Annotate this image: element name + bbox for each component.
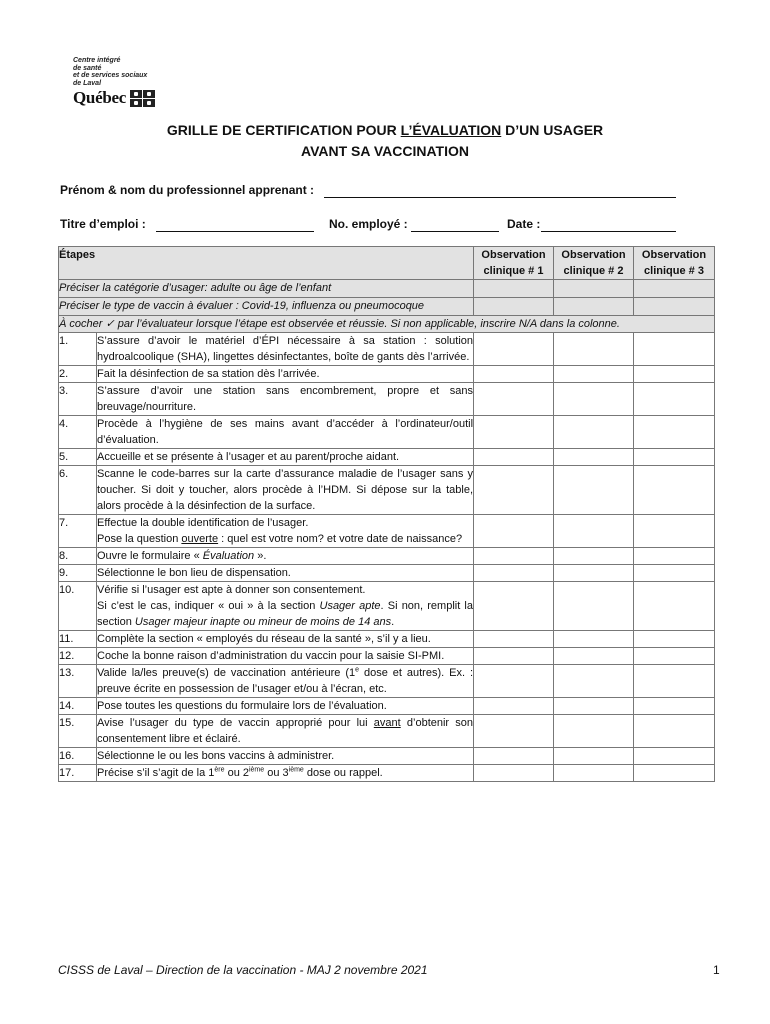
step-number: 5. [59,449,97,466]
check-cell[interactable] [474,648,554,665]
check-cell[interactable] [634,548,715,565]
step-number: 11. [59,631,97,648]
date-field[interactable] [541,231,676,232]
check-cell[interactable] [474,765,554,782]
professional-name-label: Prénom & nom du professionnel apprenant : [60,183,315,197]
step-number: 9. [59,565,97,582]
step-text-part: ou 3 [264,767,289,779]
check-cell[interactable] [474,466,554,515]
note-vaccine-type: Préciser le type de vaccin à évaluer : Covid-19, influenza ou pneumocoque [59,298,474,316]
step-text: Sélectionne le bon lieu de dispensation. [97,565,474,582]
step-text-part: Ouvre le formulaire « [97,550,203,562]
step-number: 12. [59,648,97,665]
step-text-part: Précise s’il s’agit de la 1 [97,767,215,779]
check-cell[interactable] [474,383,554,416]
step-text-sup: ième [248,766,265,774]
check-cell[interactable] [634,449,715,466]
check-cell[interactable] [634,466,715,515]
category-cell-1[interactable] [474,280,554,298]
step-text-line: Vérifie si l’usager est apte à donner son consentement. [97,584,366,596]
step-text-italic: Usager apte [319,600,381,612]
step-text-part: . [391,616,395,628]
job-title-label: Titre d’emploi : [60,217,146,231]
check-cell[interactable] [634,333,715,366]
check-cell[interactable] [634,665,715,698]
check-cell[interactable] [474,715,554,748]
check-cell[interactable] [554,765,634,782]
logo-line: et de services sociaux [73,72,148,79]
check-cell[interactable] [554,715,634,748]
step-text: Scanne le code-barres sur la carte d’assurance maladie de l’usager sans y toucher. Si doit y toucher, alors procède à l’HDM. Si dépose sur la table, alors procède à la désinfection de la surface. [97,466,474,515]
step-text: Procède à l’hygiène de ses mains avant d’accéder à l’ordinateur/outil d’évaluation. [97,416,474,449]
check-cell[interactable] [554,582,634,631]
quebec-flag-icon [130,90,155,107]
step-text: Complète la section « employés du réseau de la santé », s’il y a lieu. [97,631,474,648]
step-text: Coche la bonne raison d’administration du vaccin pour la saisie SI-PMI. [97,648,474,665]
title-underlined: L’ÉVALUATION [400,122,502,138]
check-cell[interactable] [554,515,634,548]
title-line2: AVANT SA VACCINATION [301,143,469,159]
check-cell[interactable] [554,548,634,565]
step-number: 14. [59,698,97,715]
employee-number-label: No. employé : [329,217,408,231]
logo-quebec-wordmark: Québec [73,88,126,107]
vaccine-cell-2[interactable] [554,298,634,316]
job-title-field[interactable] [156,231,314,232]
table-row [59,698,715,715]
check-cell[interactable] [554,333,634,366]
header-observation-2: Observation clinique # 2 [554,247,634,280]
table-row [59,715,715,748]
step-text-part: : quel est votre nom? et votre date de naissance? [218,533,463,545]
step-text [97,715,474,748]
check-cell[interactable] [554,748,634,765]
check-cell[interactable] [634,631,715,648]
check-cell[interactable] [634,765,715,782]
step-text-part: d’obtenir son consentement libre et éclairé. [97,717,474,745]
step-number: 6. [59,466,97,515]
check-cell[interactable] [474,333,554,366]
check-cell[interactable] [634,698,715,715]
check-cell[interactable] [554,665,634,698]
step-text: Accueille et se présente à l’usager et au parent/proche aidant. [97,449,474,466]
step-text: Sélectionne le ou les bons vaccins à administrer. [97,748,474,765]
step-number: 4. [59,416,97,449]
check-cell[interactable] [634,383,715,416]
step-text [97,548,474,565]
title-part: D’UN USAGER [501,122,604,138]
step-number: 3. [59,383,97,416]
table-row [59,665,715,698]
header-observation-3: Observation clinique # 3 [634,247,715,280]
document-title [0,120,770,162]
check-cell[interactable] [554,449,634,466]
table-row [59,515,715,548]
step-text [97,765,474,782]
step-text [97,515,474,548]
check-cell[interactable] [634,715,715,748]
step-text [97,582,474,631]
check-cell[interactable] [474,565,554,582]
step-text: S’assure d’avoir le matériel d’ÉPI nécessaire à sa station : solution hydroalcoolique (SHA), lingettes désinfectantes, boîte de gants dès l’arrivée. [97,333,474,366]
date-label: Date : [507,217,541,231]
table-row [59,648,715,665]
check-cell[interactable] [474,748,554,765]
logo-org-name [73,57,213,87]
page-number: 1 [713,963,720,977]
category-row [59,280,715,298]
title-part: GRILLE DE CERTIFICATION POUR [166,122,401,138]
logo-line: Centre intégré [73,57,121,64]
check-cell[interactable] [474,631,554,648]
step-number: 17. [59,765,97,782]
vaccine-cell-1[interactable] [474,298,554,316]
step-text-part: Si c’est le cas, indiquer « oui » à la section [97,600,320,612]
check-cell[interactable] [554,366,634,383]
step-text: Pose toutes les questions du formulaire lors de l’évaluation. [97,698,474,715]
table-row [59,383,715,416]
certification-grid [58,246,715,782]
check-cell[interactable] [474,449,554,466]
step-text-sup: ième [288,766,304,774]
step-text-part: ou 2 [224,767,249,779]
check-cell[interactable] [554,466,634,515]
header-observation-1: Observation clinique # 1 [474,247,554,280]
check-cell[interactable] [554,698,634,715]
logo-line: de santé [73,64,102,72]
step-text-part: ». [254,550,267,562]
footer-text: CISSS de Laval – Direction de la vaccination - MAJ 2 novembre 2021 [58,963,428,977]
check-cell[interactable] [474,548,554,565]
category-cell-2[interactable] [554,280,634,298]
instruction-text: À cocher ✓ par l’évaluateur lorsque l’étape est observée et réussie. Si non applicable, inscrire N/A dans la colonne. [59,316,715,333]
step-text-part: dose et autres). Ex. : preuve écrite en possession de l’usager et/ou à l’écran, etc. [97,667,473,695]
step-number: 15. [59,715,97,748]
table-row [59,449,715,466]
check-cell[interactable] [474,366,554,383]
table-row [59,366,715,383]
check-cell[interactable] [634,565,715,582]
step-number: 16. [59,748,97,765]
step-text [97,665,474,698]
step-number: 2. [59,366,97,383]
note-category: Préciser la catégorie d’usager: adulte ou âge de l’enfant [59,280,474,298]
step-text-part: Avise l’usager du type de vaccin approprié pour lui [97,717,374,729]
check-cell[interactable] [474,582,554,631]
step-text: S’assure d’avoir une station sans encombrement, propre et sans breuvage/nourriture. [97,383,474,416]
check-cell[interactable] [554,416,634,449]
check-cell[interactable] [634,748,715,765]
check-cell[interactable] [554,383,634,416]
employee-number-field[interactable] [411,231,499,232]
step-text-underlined: ouverte [181,533,219,545]
check-cell[interactable] [554,648,634,665]
cisss-logo [73,57,213,107]
step-text-underlined: avant [373,717,401,729]
step-text-part: Pose la question [97,533,182,545]
table-row [59,765,715,782]
step-text-sup: e [355,666,360,674]
step-number: 8. [59,548,97,565]
professional-name-field[interactable] [324,197,676,198]
check-cell[interactable] [474,698,554,715]
check-cell[interactable] [634,416,715,449]
step-number: 1. [59,333,97,366]
table-row [59,748,715,765]
logo-line: de Laval [73,79,102,87]
check-cell[interactable] [554,565,634,582]
step-text-sup: ère [214,766,225,774]
check-cell[interactable] [554,631,634,648]
vaccine-cell-3[interactable] [634,298,715,316]
step-text-line: Effectue la double identification de l’usager. [97,517,309,529]
check-cell[interactable] [474,665,554,698]
table-row [59,466,715,515]
step-text-italic: Usager majeur inapte ou mineur de moins de 14 ans [134,616,392,628]
check-cell[interactable] [634,366,715,383]
vaccine-type-row [59,298,715,316]
table-row [59,548,715,565]
step-text-part: Valide la/les preuve(s) de vaccination antérieure (1 [97,667,356,679]
check-cell[interactable] [474,416,554,449]
step-text-part: dose ou rappel. [303,767,383,779]
table-row [59,582,715,631]
check-cell[interactable] [634,648,715,665]
category-cell-3[interactable] [634,280,715,298]
step-number: 10. [59,582,97,631]
check-cell[interactable] [474,515,554,548]
step-text: Fait la désinfection de sa station dès l’arrivée. [97,366,474,383]
table-row [59,416,715,449]
step-text-part: . Si non, remplit la section [97,600,473,628]
table-row [59,565,715,582]
header-steps: Étapes [59,247,474,280]
table-row [59,631,715,648]
step-number: 13. [59,665,97,698]
instruction-row [59,316,715,333]
step-number: 7. [59,515,97,548]
step-text-italic: Évaluation [202,550,255,562]
table-header-row [59,247,715,280]
check-cell[interactable] [634,582,715,631]
check-cell[interactable] [634,515,715,548]
table-row [59,333,715,366]
